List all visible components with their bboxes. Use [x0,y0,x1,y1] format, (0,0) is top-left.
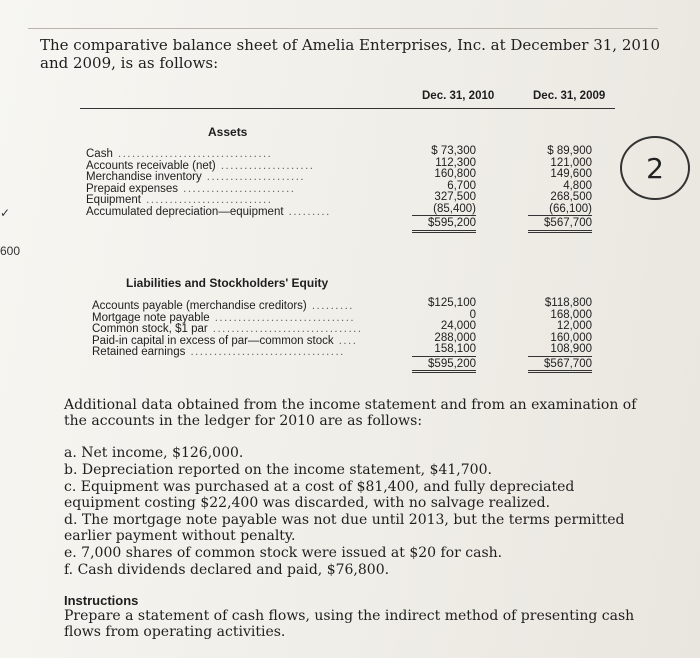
liabilities-title: Liabilities and Stockholders' Equity [126,276,329,290]
list-item: b. Depreciation reported on the income statement, $41,700. [64,462,492,478]
liability-row: Paid-in capital in excess of par—common stock .... [92,334,358,347]
assets-total-2009: $567,700 [528,218,592,233]
list-item: c. Equipment was purchased at a cost of $81,400, and fully depreciated equipment costing $22,400 was discarded, with no salvage realized. [64,479,575,511]
header-rule [80,108,615,109]
assets-values-2009: $ 89,900 121,000 149,600 4,800 268,500 (66,100) $567,700 [528,146,592,233]
instructions-text: Prepare a statement of cash flows, using the indirect method of presenting cash flows from operating activities. [64,608,635,640]
liabilities-values-2010: $125,100 0 24,000 288,000 158,100 $595,200 [412,298,476,373]
circled-number: 2 [620,136,690,200]
liabilities-labels [92,298,363,356]
liabilities-values-2009: $118,800 168,000 12,000 160,000 108,900 $567,700 [528,298,592,373]
liabilities-total-2010: $595,200 [412,359,476,374]
list-item: e. 7,000 shares of common stock were issued at $20 for cash. [64,545,503,561]
liability-row: Common stock, $1 par ................................ [92,323,363,335]
liability-row: Retained earnings ................................. [92,346,345,358]
intro-paragraph: The comparative balance sheet of Amelia Enterprises, Inc. at December 31, 2010 and 2009, is as follows: [40,36,661,72]
margin-number: 600 [0,244,21,258]
additional-data-paragraph: Additional data obtained from the income statement and from an examination of the accounts in the ledger for 2010 are as follows: [64,397,637,429]
asset-row: Cash ................................. [86,148,273,160]
asset-row: Prepaid expenses ........................ [86,182,296,195]
instructions-title: Instructions [64,593,139,608]
assets-labels [86,146,331,218]
list-item: f. Cash dividends declared and paid, $76,800. [64,562,390,578]
column-header-2010: Dec. 31, 2010 [422,90,495,102]
asset-row: Equipment ........................... [86,194,273,206]
liability-row: Mortgage note payable .............................. [92,311,356,324]
assets-title: Assets [208,125,248,139]
asset-row: Accumulated depreciation—equipment ......... [86,205,331,218]
liability-row: Accounts payable (merchandise creditors) ......... [92,300,354,312]
check-mark: ✓ [0,206,11,220]
liabilities-total-2009: $567,700 [528,359,592,374]
assets-values-2010: $ 73,300 112,300 160,800 6,700 327,500 (85,400) $595,200 [412,146,476,233]
asset-row: Merchandise inventory ..................... [86,171,306,183]
assets-total-2010: $595,200 [412,218,476,233]
list-item: d. The mortgage note payable was not due until 2013, but the terms permitted earlier payment without penalty. [64,512,625,544]
column-header-2009: Dec. 31, 2009 [533,90,606,102]
list-item: a. Net income, $126,000. [64,445,244,461]
top-rule [28,28,658,29]
asset-row: Accounts receivable (net) .................... [86,159,315,172]
additional-data-list [64,445,654,579]
